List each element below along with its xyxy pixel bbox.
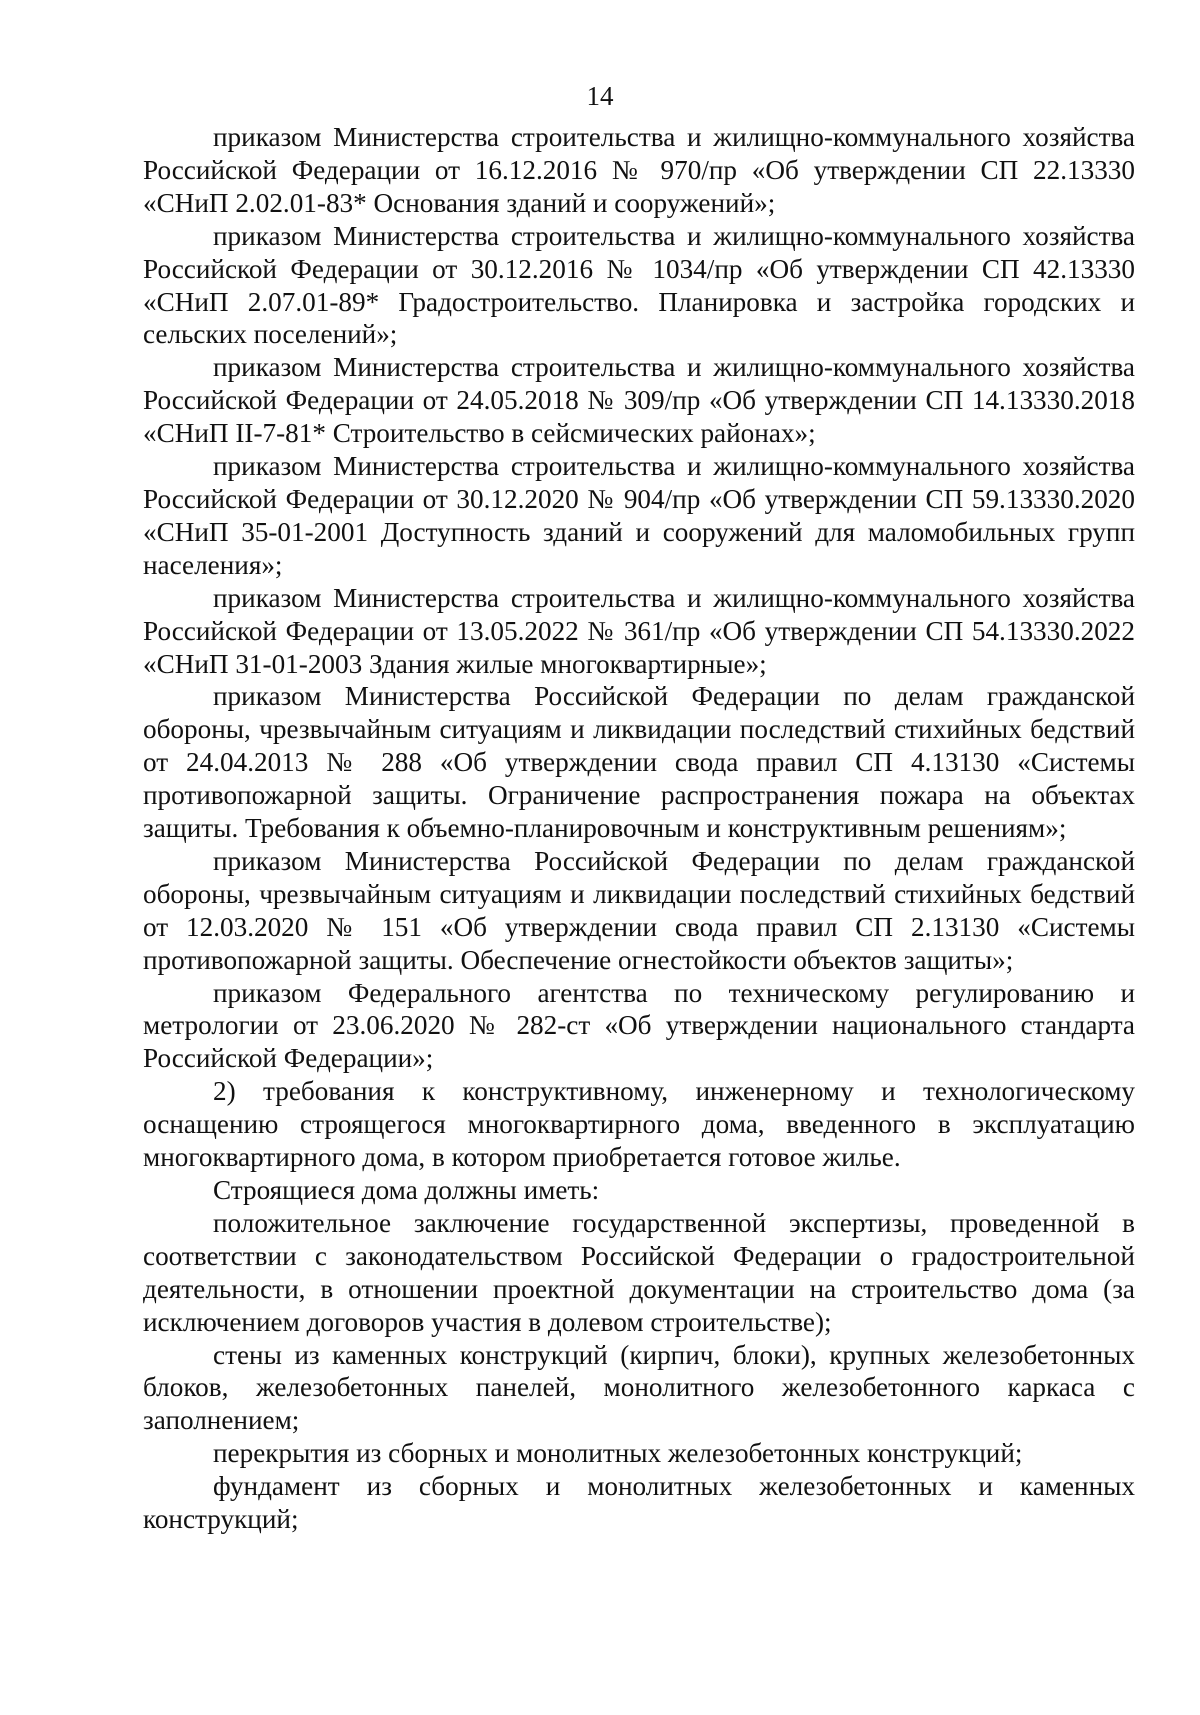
paragraph-houses-must-have: Строящиеся дома должны иметь: bbox=[213, 1175, 600, 1205]
paragraph-walls: стены из каменных конструкций (кирпич, блоки), крупных железобетонных блоков, железобетонных панелей, монолитного железобетонного каркаса с заполнением; bbox=[143, 1339, 1135, 1436]
paragraph-order-sp-59: приказом Министерства строительства и жилищно-коммунального хозяйства Российской Федерации от 30.12.2020 № 904/пр «Об утверждении СП 59.13330.2020 «СНиП 35-01-2001 Доступность зданий и сооружений для маломобильных групп населения»; bbox=[143, 451, 1135, 580]
paragraph-order-sp-4-13130: приказом Министерства Российской Федерации по делам гражданской обороны, чрезвычайным ситуациям и ликвидации последствий стихийных бедствий от 24.04.2013 № 288 «Об утверждении свода правил СП 4.13130 «Системы противопожарной защиты. Ограничение распространения пожара на объектах защиты. Требования к объемно-планировочным и конструктивным решениям»; bbox=[143, 681, 1135, 844]
paragraph-order-sp-14: приказом Министерства строительства и жилищно-коммунального хозяйства Российской Федерации от 24.05.2018 № 309/пр «Об утверждении СП 14.13330.2018 «СНиП II-7-81* Строительство в сейсмических районах»; bbox=[143, 352, 1135, 449]
paragraph-order-sp-42: приказом Министерства строительства и жилищно-коммунального хозяйства Российской Федерации от 30.12.2016 № 1034/пр «Об утверждении СП 42.13330 «СНиП 2.07.01-89* Градостроительство. Планировка и застройка городских и сельских поселений»; bbox=[143, 220, 1135, 350]
paragraph-floors: перекрытия из сборных и монолитных железобетонных конструкций; bbox=[213, 1438, 1023, 1469]
paragraph-order-sp-22: приказом Министерства строительства и жилищно-коммунального хозяйства Российской Федерации от 16.12.2016 № 970/пр «Об утверждении СП 22.13330 «СНиП 2.02.01-83* Основания зданий и сооружений»; bbox=[143, 122, 1135, 218]
paragraph-foundation: фундамент из сборных и монолитных железобетонных и каменных конструкций; bbox=[143, 1471, 1135, 1535]
paragraph-state-expertise: положительное заключение государственной экспертизы, проведенной в соответствии с законодательством Российской Федерации о градостроительной деятельности, в отношении проектной документации на строительство дома (за исключением договоров участия в долевом строительстве); bbox=[143, 1207, 1135, 1337]
page-number: 14 bbox=[586, 81, 614, 111]
paragraph-order-sp-54: приказом Министерства строительства и жилищно-коммунального хозяйства Российской Федерации от 13.05.2022 № 361/пр «Об утверждении СП 54.13330.2022 «СНиП 31-01-2003 Здания жилые многоквартирные»; bbox=[143, 582, 1135, 679]
paragraph-order-national-standard: приказом Федерального агентства по техническому регулированию и метрологии от 23.06.2020 № 282-ст «Об утверждении национального стандарта Российской Федерации»; bbox=[143, 977, 1135, 1074]
paragraph-requirements-item-2: 2) требования к конструктивному, инженерному и технологическому оснащению строящегося многоквартирного дома, введенного в эксплуатацию многоквартирного дома, в котором приобретается готовое жилье. bbox=[143, 1076, 1135, 1173]
document-body bbox=[143, 121, 1135, 1536]
paragraph-order-sp-2-13130: приказом Министерства Российской Федерации по делам гражданской обороны, чрезвычайным ситуациям и ликвидации последствий стихийных бедствий от 12.03.2020 № 151 «Об утверждении свода правил СП 2.13130 «Системы противопожарной защиты. Обеспечение огнестойкости объектов защиты»; bbox=[143, 845, 1135, 975]
